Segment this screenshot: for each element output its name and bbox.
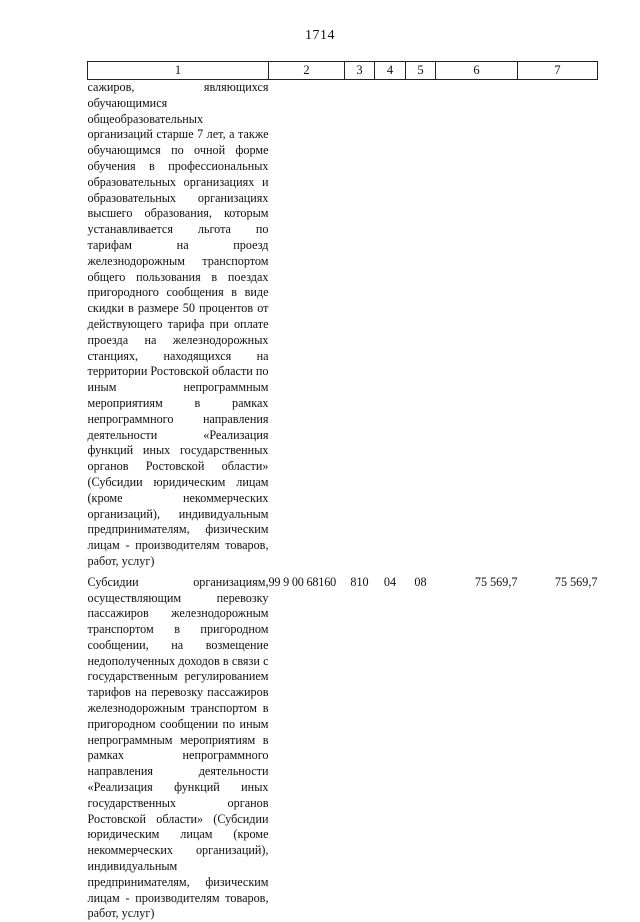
target-code: [269, 80, 345, 570]
subsection-code: 08: [414, 574, 427, 589]
page-number: 1714: [305, 28, 335, 43]
column-header: 5: [406, 62, 436, 80]
amount-col6: [436, 80, 518, 570]
expense-type: 810: [350, 574, 369, 589]
table-row: [88, 570, 598, 922]
section-code: 04: [383, 574, 397, 589]
subsection-code: [406, 80, 436, 570]
row-description: сажиров, являющихся обучающимися общеобразовательных организаций старше 7 лет, а также обучающимся по очной форме обучения в профессиональных образовательных организациях и образовательных организациях высшего образования, которым устанавливается льгота по тарифам на проезд железнодорожным транспортом общего пользования в поездах пригородного сообщения в виде скидки в размере 50 процентов от действующего тарифа при оплате проезда на железнодорожных станциях, находящихся на территории Ростовской области по иным непрограммным мероприятиям в рамках непрограммного направления деятельности «Реализация функций иных государственных органов Ростовской области» (Субсидии юридическим лицам (кроме некоммерческих организаций), индивидуальным предпринимателям, физическим лицам - производителям товаров, работ, услуг): [87, 80, 269, 568]
expense-type: [345, 80, 375, 570]
section-code: [375, 80, 406, 570]
table-row: [88, 80, 598, 570]
budget-table: [87, 61, 598, 922]
column-header: 4: [375, 62, 406, 80]
column-header: 3: [345, 62, 375, 80]
column-header: 2: [269, 62, 345, 80]
amount-col7: [518, 80, 598, 570]
target-code: 99 9 00 68160: [268, 574, 336, 589]
column-header: 7: [518, 62, 598, 80]
table-header-row: [88, 62, 598, 80]
row-description: Субсидии организациям, осуществляющим перевозку пассажиров железнодорожным транспортом в пригородном сообщении, на возмещение недополученных доходов в связи с государственным регулированием тарифов на перевозку пассажиров железнодорожным транспортом в пригородном сообщении по иным непрограммным мероприятиям в рамках непрограммного направления деятельности «Реализация функций иных государственных органов Ростовской области» (Субсидии юридическим лицам (кроме некоммерческих организаций), индивидуальным предпринимателям, физическим лицам - производителям товаров, работ, услуг): [87, 574, 269, 921]
amount-col6: 75 569,7: [474, 574, 518, 589]
column-header: 1: [88, 62, 269, 80]
amount-col7: 75 569,7: [554, 574, 598, 589]
column-header: 6: [436, 62, 518, 80]
